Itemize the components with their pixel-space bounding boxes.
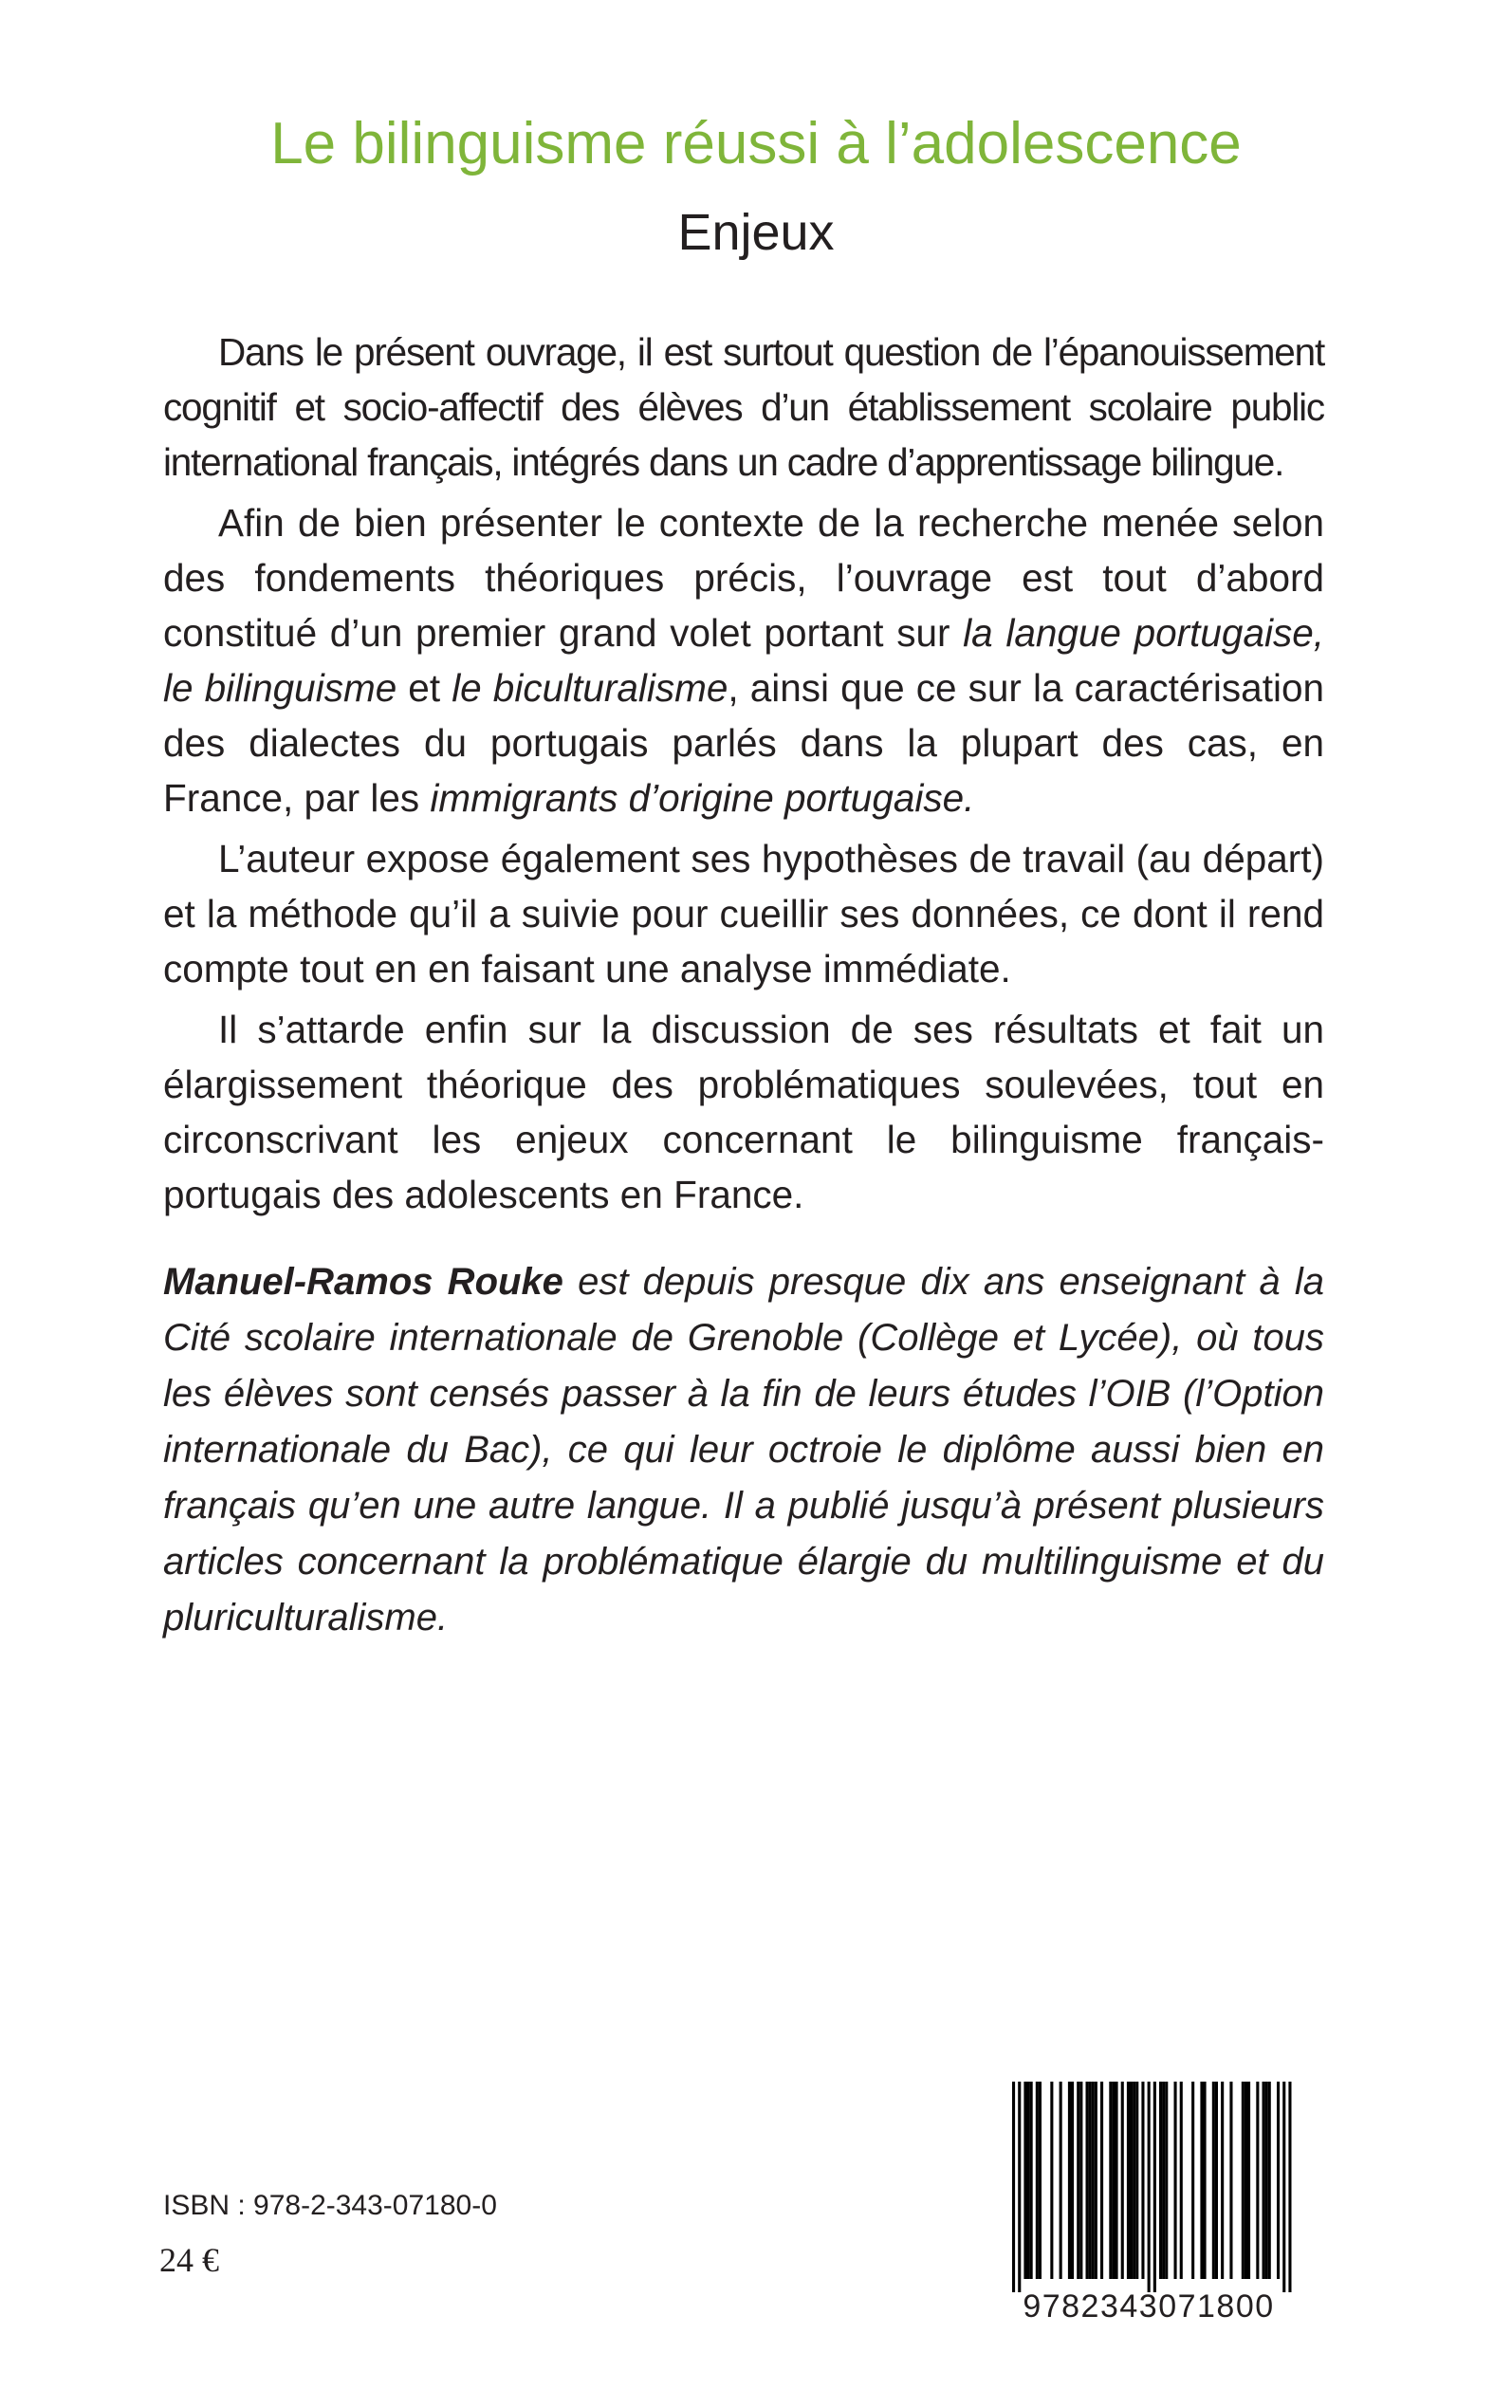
summary-paragraph-3 bbox=[163, 831, 1324, 996]
emphasis-text: le biculturalisme bbox=[452, 666, 728, 710]
barcode-bar bbox=[1027, 2082, 1030, 2279]
barcode-bar bbox=[1221, 2082, 1224, 2279]
barcode-bar bbox=[1277, 2082, 1280, 2279]
paragraph-text: et bbox=[396, 666, 452, 710]
isbn-text: ISBN : 978-2-343-07180-0 bbox=[163, 2190, 497, 2221]
barcode-bar bbox=[1039, 2082, 1042, 2279]
barcode-bar bbox=[1089, 2082, 1092, 2279]
barcode-bar bbox=[1229, 2082, 1232, 2279]
barcode-bar bbox=[1121, 2082, 1124, 2279]
barcode-bar bbox=[1153, 2082, 1156, 2292]
barcode-bar bbox=[1268, 2082, 1271, 2279]
author-bio bbox=[163, 1254, 1324, 1646]
barcode-bar bbox=[1191, 2082, 1194, 2279]
barcode-bar bbox=[1130, 2082, 1133, 2279]
barcode bbox=[984, 2078, 1315, 2325]
emphasis-text: immigrants d’origine portugaise. bbox=[430, 776, 975, 820]
barcode-bar bbox=[1159, 2082, 1162, 2279]
barcode-bar bbox=[1127, 2082, 1130, 2279]
barcode-bar bbox=[1265, 2082, 1268, 2279]
barcode-bar bbox=[1133, 2082, 1135, 2279]
barcode-bar bbox=[1095, 2082, 1097, 2279]
barcode-bar bbox=[1204, 2082, 1207, 2279]
barcode-bar bbox=[1174, 2082, 1177, 2279]
summary-paragraph-1 bbox=[163, 324, 1324, 490]
barcode-bar bbox=[1148, 2082, 1151, 2292]
paragraph-text: , ainsi que ce sur la caractérisation des dialectes du portugais parlés dans la plupart des cas, en France, par les bbox=[163, 666, 1324, 820]
paragraph-text: Afin de bien présenter le contexte de la recherche menée selon des fondements théoriques précis, l’ouvrage est tout d’abord constitué d’un premier grand volet portant sur bbox=[163, 501, 1324, 655]
author-name: Manuel-Ramos Rouke bbox=[163, 1261, 563, 1303]
barcode-bar bbox=[1071, 2082, 1074, 2279]
barcode-bar bbox=[1245, 2082, 1247, 2279]
paragraph-text: Dans le présent ouvrage, il est surtout question de l’épanouissement cognitif et socio-affectif des élèves d’un établissement scolaire public international français, intégrés dans un cadre d’apprentissage bilingue. bbox=[163, 330, 1324, 484]
emphasis-text: la langue portugaise, le bilinguisme bbox=[163, 611, 1324, 710]
barcode-bar bbox=[1079, 2082, 1082, 2279]
barcode-bar bbox=[1165, 2082, 1168, 2279]
barcode-bar bbox=[1050, 2082, 1053, 2279]
barcode-bar bbox=[1215, 2082, 1218, 2279]
barcode-bar bbox=[1256, 2082, 1259, 2279]
price-text: 24 € bbox=[159, 2241, 219, 2279]
barcode-bar bbox=[1141, 2082, 1144, 2279]
barcode-bar bbox=[1135, 2082, 1138, 2279]
barcode-bar bbox=[1109, 2082, 1112, 2279]
summary-text bbox=[163, 324, 1324, 1228]
barcode-bar bbox=[1263, 2082, 1265, 2279]
barcode-bar bbox=[1247, 2082, 1250, 2279]
author-bio-text: est depuis presque dix ans enseignant à la Cité scolaire internationale de Grenoble (Collège et Lycée), où tous les élèves sont censés passer à la fin de leurs études l’OIB (l’Option internationale du Bac), ce qui leur octroie le diplôme aussi bien en français qu’en une autre langue. Il a publié jusqu’à présent plusieurs articles concernant la problématique élargie du multilinguisme et du pluriculturalisme. bbox=[163, 1261, 1324, 1639]
barcode-bar bbox=[1036, 2082, 1039, 2279]
barcode-bar bbox=[1023, 2082, 1026, 2279]
barcode-bar bbox=[1212, 2082, 1215, 2279]
barcode-digits: 9782343071800 bbox=[1023, 2288, 1275, 2325]
summary-paragraph-4 bbox=[163, 1002, 1324, 1222]
book-title: Le bilinguisme réussi à l’adolescence bbox=[270, 111, 1242, 176]
barcode-bar bbox=[1180, 2082, 1183, 2279]
barcode-bar bbox=[1200, 2082, 1203, 2279]
barcode-bar bbox=[1242, 2082, 1245, 2279]
barcode-bar bbox=[1030, 2082, 1033, 2279]
barcode-bar bbox=[1282, 2082, 1285, 2292]
summary-paragraph-2 bbox=[163, 495, 1324, 825]
barcode-bar bbox=[1012, 2082, 1015, 2292]
barcode-bar bbox=[1068, 2082, 1071, 2279]
barcode-bar bbox=[1018, 2082, 1021, 2292]
barcode-bar bbox=[1288, 2082, 1291, 2292]
paragraph-text: L’auteur expose également ses hypothèses de travail (au départ) et la méthode qu’il a suivie pour cueillir ses données, ce dont il rend compte tout en en faisant une analyse immédiate. bbox=[163, 837, 1324, 991]
barcode-bar bbox=[1162, 2082, 1165, 2279]
barcode-bar bbox=[1077, 2082, 1079, 2279]
barcode-bar bbox=[1086, 2082, 1089, 2279]
barcode-bar bbox=[1100, 2082, 1103, 2279]
barcode-bar bbox=[1112, 2082, 1115, 2279]
barcode-bar bbox=[1092, 2082, 1095, 2279]
barcode-bar bbox=[1060, 2082, 1062, 2279]
barcode-bar bbox=[1116, 2082, 1118, 2279]
paragraph-text: Il s’attarde enfin sur la discussion de ses résultats et fait un élargissement théorique des problématiques soulevées, tout en circonscrivant les enjeux concernant le bilinguisme français-portugais des adolescents en France. bbox=[163, 1008, 1324, 1216]
book-subtitle: Enjeux bbox=[677, 204, 835, 261]
